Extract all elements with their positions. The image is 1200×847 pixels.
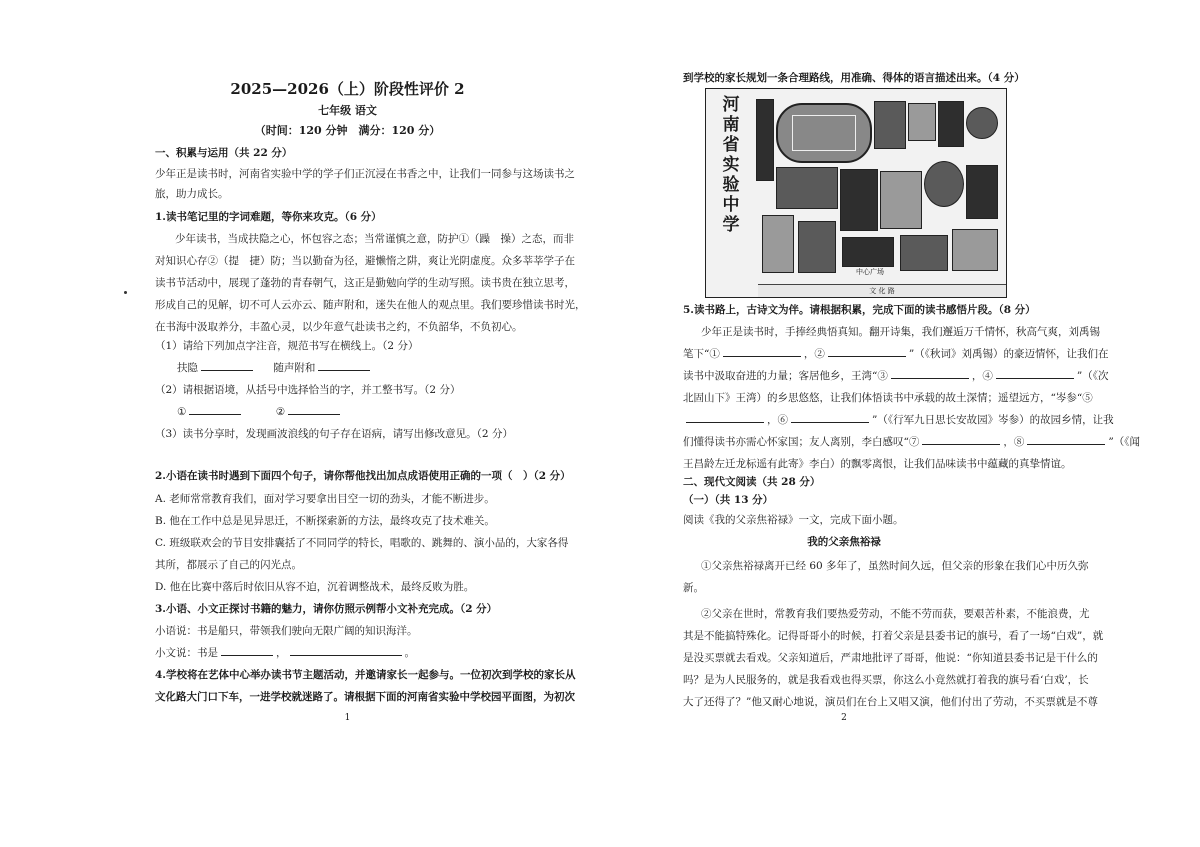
- poem-blank-6[interactable]: [791, 413, 869, 423]
- answer-blank-4[interactable]: [288, 405, 340, 415]
- intro-line-2: 旅，助力成长。: [155, 188, 229, 200]
- building-block: [966, 107, 998, 139]
- section-2-heading: 二、现代文阅读（共 28 分）: [683, 476, 821, 488]
- exam-page-2: [683, 0, 1140, 847]
- exam-info: （时间：120 分钟 满分：120 分）: [254, 124, 441, 137]
- q1-passage-line-3: 读书节活动中，展现了蓬勃的青春朝气，这正是勤勉向学的生动写照。读书贵在独立思考，: [155, 277, 575, 289]
- q1-passage-line-4: 形成自己的见解，切不可人云亦云、随声附和，迷失在他人的观点里。我们要珍惜读书时光，: [155, 299, 586, 311]
- q5-text: ，②: [803, 348, 825, 360]
- building-block: [762, 215, 794, 273]
- q5-line-1: 少年正是读书时，手捧经典悟真知。翻开诗集，我们邂逅万千情怀，秋高气爽，刘禹锡: [701, 326, 1100, 338]
- q5-text: 笔下“①: [683, 348, 720, 360]
- q5-text: ，④: [971, 370, 993, 382]
- exam-subtitle: 七年级 语文: [318, 104, 377, 117]
- article-title: 我的父亲焦裕禄: [807, 536, 881, 548]
- map-title: 河南省实验中学: [722, 95, 740, 236]
- poem-blank-4[interactable]: [996, 369, 1074, 379]
- q1-passage-line-1: 少年读书，当成扶隐之心，怀包容之态；当常谨慎之意，防护①（躁 操）之态，而非: [175, 233, 574, 245]
- q5-text: ”（《秋词》刘禹锡）的豪迈情怀，让我们在: [908, 348, 1109, 360]
- poem-blank-8[interactable]: [1027, 435, 1105, 445]
- building-block: [908, 103, 936, 141]
- article-p2-line-1: ②父亲在世时，常教育我们要热爱劳动，不能不劳而获，要艰苦朴素，不能浪费，尤: [701, 608, 1090, 620]
- building-block: [798, 221, 836, 273]
- question-3: 3.小语、小文正探讨书籍的魅力，请你仿照示例帮小文补充完成。（2 分）: [155, 603, 498, 615]
- article-p2-line-5: 大了还得了？”他又耐心地说，演员们在台上又唱又演，他们付出了劳动，不买票就是不尊: [683, 696, 1098, 708]
- q5-text: 们懂得读书亦需心怀家国；友人离别，李白感叹“⑦: [683, 436, 920, 448]
- q1-sub-2-answers: [177, 404, 540, 420]
- q5-line-5: [683, 412, 1114, 428]
- intro-line-1: 少年正是读书时，河南省实验中学的学子们正沉浸在书香之中，让我们一同参与这场读书之: [155, 168, 575, 180]
- q5-line-3: [683, 368, 1109, 384]
- q5-text: ，⑧: [1003, 436, 1025, 448]
- q3-separator: ，: [276, 647, 287, 659]
- article-p2-line-3: 是没买票就去看戏。父亲知道后，严肃地批评了哥哥，他说：“你知道县委书记是干什么的: [683, 652, 1098, 664]
- word-2: 随声附和: [273, 362, 316, 374]
- q5-text: 读书中汲取奋进的力量；客居他乡，王湾“③: [683, 370, 888, 382]
- building-block: [966, 165, 998, 219]
- q5-text: ，⑥: [767, 414, 788, 426]
- exam-title: 2025—2026（上）阶段性评价 2: [230, 80, 465, 98]
- poem-blank-5[interactable]: [686, 413, 764, 423]
- q3-end: 。: [404, 647, 415, 659]
- q5-text: ”（《次: [1076, 370, 1109, 382]
- reading-instruction: 阅读《我的父亲焦裕禄》一文，完成下面小题。: [683, 514, 904, 526]
- part-1-heading: （一）（共 13 分）: [683, 494, 774, 506]
- marker-2: ②: [275, 406, 286, 418]
- page-number-2: 2: [841, 713, 847, 723]
- question-1: 1.读书笔记里的字词难题，等你来攻克。（6 分）: [155, 211, 382, 223]
- poem-blank-3[interactable]: [891, 369, 969, 379]
- map-road-label: 文 化 路: [758, 284, 1006, 297]
- building-block: [874, 101, 906, 149]
- question-4-line-2: 文化路大门口下车，一进学校就迷路了。请根据下面的河南省实验中学校园平面图，为初次: [155, 691, 575, 703]
- q2-option-d: D. 他在比赛中落后时依旧从容不迫，沉着调整战术，最终反败为胜。: [155, 581, 475, 593]
- poem-blank-2[interactable]: [828, 347, 906, 357]
- building-block: [900, 235, 948, 271]
- sports-field: [776, 103, 872, 163]
- building-block: [880, 171, 922, 229]
- word-1: 扶隐: [177, 362, 198, 374]
- q1-sub-2: （2）请根据语境，从括号中选择恰当的字，并工整书写。（2 分）: [155, 384, 461, 396]
- question-5: 5.读书路上，古诗文为伴。请根据积累，完成下面的读书感悟片段。（8 分）: [683, 304, 1036, 316]
- question-4-line-3: 到学校的家长规划一条合理路线，用准确、得体的语言描述出来。（4 分）: [683, 72, 1025, 84]
- q1-sub-1-answers: [177, 360, 540, 376]
- q5-line-2: [683, 346, 1109, 362]
- q5-line-4: 北固山下》王湾）的乡思悠悠，让我们体悟读书中承载的故土深情；遥望远方，“岑参“⑤: [683, 392, 1093, 404]
- article-p1-line-1: ①父亲焦裕禄离开已经 60 多年了，虽然时间久远，但父亲的形象在我们心中历久弥: [701, 560, 1089, 572]
- answer-blank-6[interactable]: [290, 646, 402, 656]
- q1-passage-line-2: 对知识心存②（提 捷）防；当以勤奋为径，避懒惰之阱，爽让光阴虚度。众多莘莘学子在: [155, 255, 575, 267]
- exam-page-1: [155, 0, 586, 847]
- article-p2-line-2: 其是不能搞特殊化。记得哥哥小的时候，打着父亲是县委书记的旗号，看了一场“白戏”，就: [683, 630, 1104, 642]
- q2-option-b: B. 他在工作中总是见异思迁，不断探索新的方法，最终攻克了技术难关。: [155, 515, 495, 527]
- q5-line-6: [683, 434, 1140, 450]
- scan-speck: [124, 291, 127, 294]
- building-block: [938, 101, 964, 147]
- building-block: [842, 237, 894, 267]
- q2-option-a: A. 老师常常教育我们，面对学习要拿出目空一切的劲头，才能不断进步。: [155, 493, 495, 505]
- answer-blank-2[interactable]: [318, 361, 370, 371]
- building-block: [840, 169, 878, 231]
- q1-passage-line-5: 在书海中汲取养分，丰盈心灵，以少年意气赴读书之约，不负韶华，不负初心。: [155, 321, 523, 333]
- answer-blank-1[interactable]: [201, 361, 253, 371]
- q5-line-7: 王昌龄左迁龙标遥有此寄》李白）的飘零离恨，让我们品味读书中蕴藏的真挚情谊。: [683, 458, 1072, 470]
- article-p2-line-4: 吗？是为人民服务的，就是我看戏也得买票，你这么小竟然就打着我的旗号看‘白戏’，长: [683, 674, 1089, 686]
- q5-text: ”（《闻: [1108, 436, 1140, 448]
- map-label-square: 中心广场: [856, 268, 884, 276]
- marker-1: ①: [177, 406, 187, 418]
- page-number-1: 1: [344, 713, 351, 723]
- answer-blank-3[interactable]: [189, 405, 241, 415]
- building-block: [756, 99, 774, 181]
- poem-blank-1[interactable]: [723, 347, 801, 357]
- question-2: 2.小语在读书时遇到下面四个句子，请你帮他找出加点成语使用正确的一项（ ）（2 分）: [155, 470, 571, 482]
- q2-option-c-line-2: 其所，都展示了自己的闪光点。: [155, 559, 302, 571]
- building-block: [776, 167, 838, 209]
- article-p1-line-2: 新。: [683, 582, 704, 594]
- q5-text: ”（《行军九日思长安故园》岑参）的故园乡情，让我: [872, 414, 1114, 426]
- q1-sub-3: （3）读书分享时，发现画波浪线的句子存在语病，请写出修改意见。（2 分）: [155, 428, 513, 440]
- poem-blank-7[interactable]: [922, 435, 1000, 445]
- q1-sub-1: （1）请给下列加点字注音，规范书写在横线上。（2 分）: [155, 340, 419, 352]
- section-1-heading: 一、积累与运用（共 22 分）: [155, 147, 293, 159]
- q2-option-c-line-1: C. 班级联欢会的节目安排囊括了不同同学的特长，唱歌的、跳舞的、演小品的，大家各得: [155, 537, 569, 549]
- building-block: [924, 161, 964, 207]
- q3-answer-line: [155, 645, 540, 661]
- answer-blank-5[interactable]: [221, 646, 273, 656]
- building-block: [952, 229, 998, 271]
- q3-prefix: 小文说：书是: [155, 647, 218, 659]
- q3-example: 小语说：书是船只，带领我们驶向无限广阔的知识海洋。: [155, 625, 418, 637]
- campus-map: [705, 88, 1007, 298]
- question-4-line-1: 4.学校将在艺体中心举办读书节主题活动，并邀请家长一起参与。一位初次到学校的家长从: [155, 669, 576, 681]
